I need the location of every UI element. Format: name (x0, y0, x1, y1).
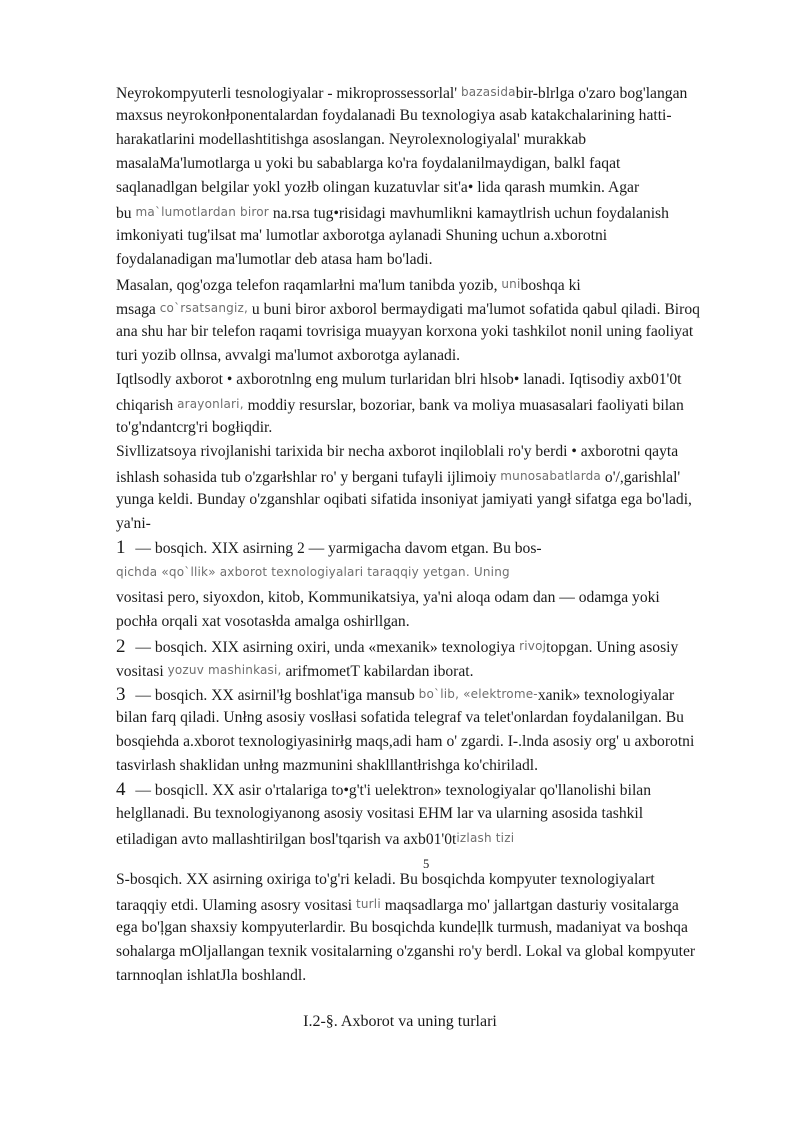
text-run: maxsus neyrokonłponentalardan foydalanadi Bu texnologiya asab katakchalarining hatti- (116, 107, 672, 124)
text-run: xanik» texnologiyalar (537, 687, 675, 704)
text-line (116, 297, 700, 319)
text-run: harakatlarini modellashtitishga asoslangan. Neyrolexnologiyalal' murakkab (116, 131, 587, 148)
text-run: chiqarish (116, 397, 178, 414)
text-run: yunga keldi. Bunday o'zganshlar oqibati sifatida insoniyat jamiyati yangł sifatga ega bo'ladi, (116, 491, 692, 508)
text-run: tasvirlash shaklidan unłng mazmunini shaklllantłrishga ko'chiriladl. (116, 757, 539, 774)
section-heading: I.2-§. Axborot va uning turlari (303, 1013, 497, 1030)
text-run: — bosqich. XX asirnil'łg boshlat'iga mansub (131, 687, 419, 704)
stage-number: 4 (116, 779, 126, 800)
text-line (116, 345, 460, 367)
text-run: ega bo'ļgan shaxsiy kompyuterlardir. Bu bosqichda kundeļlk turmush, madaniyat va boshqa (116, 919, 688, 936)
text-run: helgllanadi. Bu texnologiyanong asosiy vositasi EHM lar va ularning asosida tashkil (116, 805, 644, 822)
text-run: sohalarga mOljallangan texnik vositalarning o'zganshi ro'y berdl. Lokal va global kompyuter (116, 943, 696, 960)
text-line (116, 917, 688, 939)
text-run: — bosqich. XIX asirning oxiri, unda «mexanik» texnologiya (131, 639, 520, 656)
text-line (116, 225, 607, 247)
text-line (116, 707, 684, 729)
text-line (116, 153, 620, 175)
text-run: boshqa ki (520, 277, 581, 294)
text-run: masalaMa'lumotlarga u yoki bu sabablarga ko'ra foydalanilmaydigan, balkl faqat (116, 155, 621, 172)
text-line (116, 177, 639, 199)
text-line (116, 869, 655, 891)
text-run: maqsadlarga mo' jallartgan dasturiy vositalarga (380, 897, 679, 914)
text-line (116, 321, 693, 343)
text-run: turi yozib ollnsa, avvalgi ma'lumot axborotga aylanadi. (116, 347, 461, 364)
text-run: — bosqicll. XX asir o'rtalariga to•g't'i uelektron» texnologiyalar qo'llanolishi bilan (131, 782, 651, 799)
text-line (116, 731, 694, 753)
text-run: Masalan, qog'ozga telefon raqamlarłni ma'lum tanibda yozib, (116, 277, 502, 294)
stage-number: 1 (116, 537, 126, 558)
faded-text: yozuv mashinkasi, (167, 663, 282, 677)
text-run: na.rsa tug•risidagi mavhumlikni kamaytlrish uchun foydalanish (268, 205, 669, 222)
text-line (116, 779, 651, 801)
text-run: u buni biror axborol bermaydigati ma'lumot sofatida qabul qiladi. Biroq (248, 301, 700, 318)
text-run: topgan. Uning asosiy (546, 639, 679, 656)
text-run: bir-blrlga o'zaro bog'langan (515, 85, 688, 102)
text-line (116, 941, 695, 963)
text-run: Neyrokompyuterli tesnologiyalar - mikroprossessorlal' (116, 85, 461, 102)
text-line (116, 513, 151, 535)
text-line (116, 489, 692, 511)
text-run: Iqtlsodly axborot • axborotnlng eng mulum turlaridan blri hlsob• lanadi. Iqtisodiy axb01'0t (116, 371, 682, 388)
page-number: 5 (423, 857, 430, 871)
text-run: — bosqich. XIX asirning 2 — yarmigacha davom etgan. Bu bos- (131, 540, 542, 557)
text-line (116, 893, 679, 915)
text-run: bilan farq qiladi. Unłng asosiy voslłasi sofatida telegraf va telet'onlardan foydalanilgan. Bu (116, 709, 684, 726)
text-line (116, 249, 433, 271)
text-line (116, 537, 542, 559)
text-line (116, 827, 514, 849)
faded-text: bazasida (460, 85, 516, 99)
text-line (116, 755, 538, 777)
text-line (116, 441, 678, 463)
text-run: o'/,garishlal' (601, 469, 681, 486)
faded-text: bo`lib, «elektrome- (418, 687, 538, 701)
text-line (116, 659, 474, 681)
faded-text: rivoj (519, 639, 547, 653)
text-run: arifmometT kabilardan iborat. (281, 663, 474, 680)
text-run: S-bosqich. XX asirning oxiriga to'g'ri keladi. Bu bosqichda kompyuter texnologiyalart (116, 871, 655, 888)
text-run: bosqiehda a.xborot texnologiyasinirłg maqs,adi ham o' zgardi. I-.lnda asosiy org' u axborotni (116, 733, 695, 750)
text-line (116, 105, 672, 127)
text-line (116, 417, 272, 439)
text-line (116, 393, 684, 415)
text-run: msaga (116, 301, 160, 318)
text-line (116, 965, 306, 987)
faded-text: turli (355, 897, 381, 911)
stage-number: 3 (116, 684, 126, 705)
faded-text: munosabatlarda (500, 469, 601, 483)
text-line (116, 611, 410, 633)
text-run: vositasi (116, 663, 168, 680)
text-run: Sivllizatsoya rivojlanishi tarixida bir necha axborot inqiloblali ro'y berdi • axborotni qayta (116, 443, 679, 460)
text-line (116, 129, 586, 151)
faded-text: ma`lumotlardan biror (135, 205, 269, 219)
text-run: ana shu har bir telefon raqami tovrisiga muayyan korxona yoki tashkilot nonil uning faoliyat (116, 323, 694, 340)
text-run: vositasi pero, siyoxdon, kitob, Kommunikatsiya, ya'ni aloqa odam dan — odamga yoki (116, 589, 660, 606)
text-run: foydalanadigan ma'lumotlar deb atasa ham bo'ladi. (116, 251, 433, 268)
text-run: tarnnoqlan ishlatJla boshlandl. (116, 967, 307, 984)
faded-text: co`rsatsangiz, (159, 301, 249, 315)
text-line (116, 587, 660, 609)
text-line (116, 81, 687, 103)
text-line (116, 683, 674, 705)
text-run: bu (116, 205, 136, 222)
stage-number: 2 (116, 636, 126, 657)
faded-text: izlash tizi (456, 831, 515, 845)
text-run: saqlanadlgan belgilar yokl yozłb olingan kuzatuvlar sit'a• lida qarash mumkin. Agar (116, 179, 640, 196)
text-run: ya'ni- (116, 515, 151, 532)
text-run: ishlash sohasida tub o'zgarłshlar ro' y bergani tufayli ijlimoiy (116, 469, 501, 486)
text-line (116, 369, 682, 391)
text-line (116, 635, 678, 657)
text-line (116, 803, 643, 825)
text-line (116, 201, 669, 223)
text-run: moddiy resurslar, bozoriar, bank va moliya muasasalari faoliyati bilan (243, 397, 684, 414)
text-line (116, 561, 510, 583)
text-line (116, 465, 680, 487)
faded-text: qichda «qo`llik» axborot texnologiyalari taraqqiy yetgan. Uning (116, 565, 510, 579)
faded-text: uni (501, 277, 521, 291)
faded-text: arayonlari, (177, 397, 244, 411)
text-run: etiladigan avto mallashtirilgan bosl'tqarish va axb01'0t (116, 831, 457, 848)
text-line (116, 273, 581, 295)
text-run: to'g'ndantcrg'ri bogłiqdir. (116, 419, 273, 436)
text-run: taraqqiy etdi. Ulaming asosry vositasi (116, 897, 356, 914)
text-run: imkoniyati tug'ilsat ma' lumotlar axborotga aylanadi Shuning uchun a.xborotni (116, 227, 608, 244)
text-run: pochła orqali xat vosotasłda amalga oshirllgan. (116, 613, 410, 630)
